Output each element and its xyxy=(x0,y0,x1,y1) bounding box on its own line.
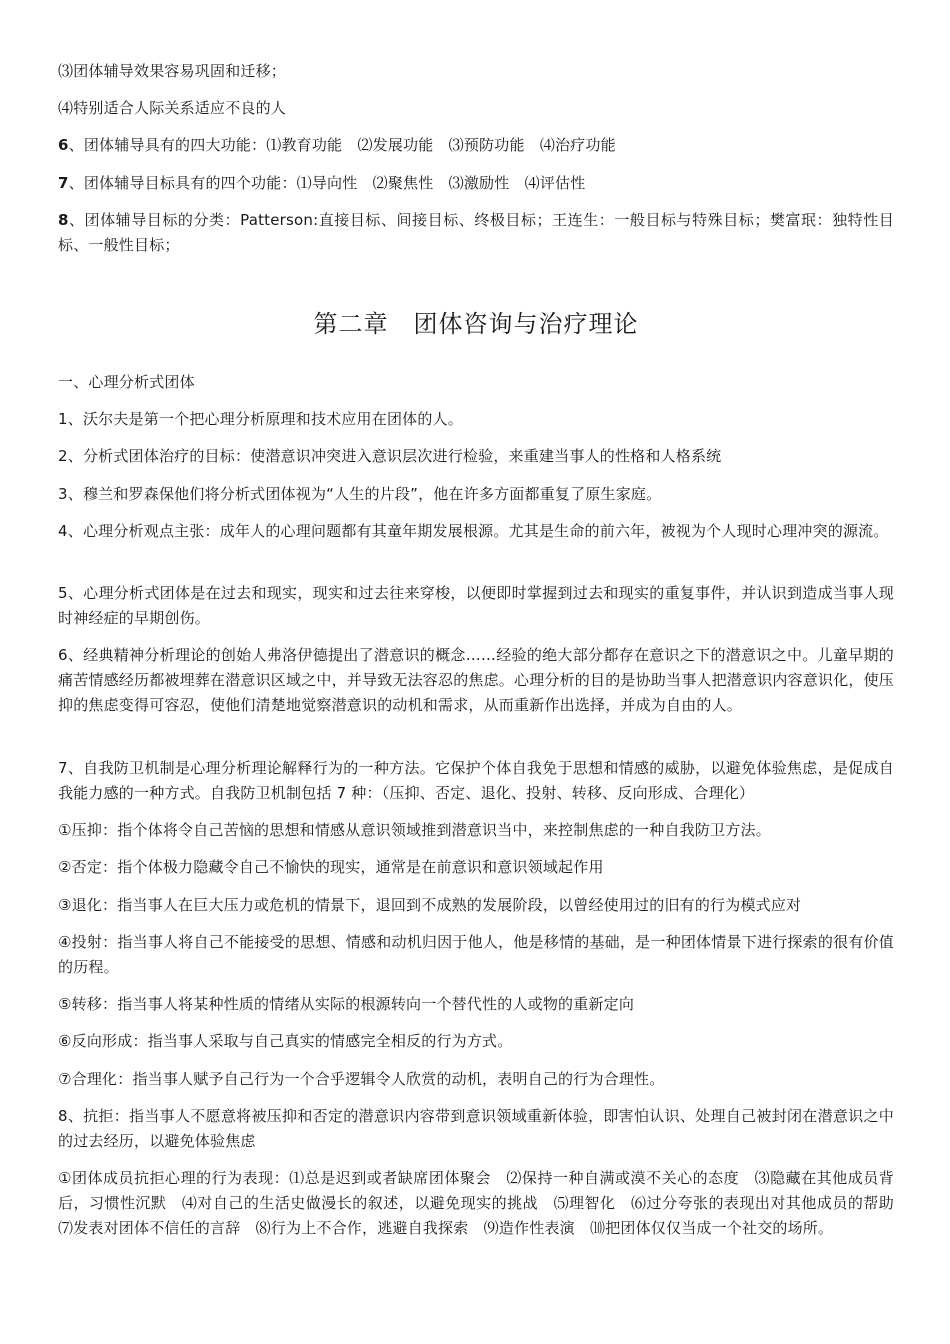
resistance-behaviors: ①团体成员抗拒心理的行为表现：⑴总是迟到或者缺席团体聚会 ⑵保持一种自满或漠不关心的态度 ⑶隐藏在其他成员背后，习惯性沉默 ⑷对自己的生活史做漫长的叙述，以避免现实的挑战 ⑸理智化 ⑹过分夸张的表现出对其他成员的帮助 ⑺发表对团体不信任的言辞 ⑻行为上不合作，逃避自我探索 ⑼造作性表演 ⑽把团体仅仅当成一个社交的场所。 xyxy=(58,1169,910,1237)
chapter-title: 第二章 团体咨询与治疗理论 xyxy=(313,310,639,338)
paragraph-text: 、团体辅导目标具有的四个功能：⑴导向性 ⑵聚焦性 ⑶激励性 ⑷评估性 xyxy=(68,174,586,192)
section-heading: 一、心理分析式团体 xyxy=(58,373,195,391)
paragraph-text: 、团体辅导目标的分类：Patterson:直接目标、间接目标、终极目标；王连生：一般目标与特殊目标；樊富珉：独特性目标、一般性目标； xyxy=(58,211,894,254)
list-item-4: ⑷特别适合人际关系适应不良的人 xyxy=(58,99,287,117)
section-point-5: 5、心理分析式团体是在过去和现实，现实和过去往来穿梭，以便即时掌握到过去和现实的重复事件，并认识到造成当事人现时神经症的早期创伤。 xyxy=(58,584,894,627)
defense-reaction-formation: ⑥反向形成：指当事人采取与自己真实的情感完全相反的行为方式。 xyxy=(58,1032,513,1050)
section-point-6: 6、经典精神分析理论的创始人弗洛伊德提出了潜意识的概念……经验的绝大部分都存在意识之下的潜意识之中。儿童早期的痛苦情感经历都被埋葬在潜意识区域之中，并导致无法容忍的焦虑。心理分析的目的是协助当事人把潜意识内容意识化，使压抑的焦虑变得可容忍，使他们清楚地觉察潜意识的动机和需求，从而重新作出选择，并成为自由的人。 xyxy=(58,646,895,714)
section-point-3: 3、穆兰和罗森保他们将分析式团体视为“人生的片段”，他在许多方面都重复了原生家庭。 xyxy=(58,485,662,503)
paragraph-7 xyxy=(58,171,894,196)
defense-repression: ①压抑：指个体将令自己苦恼的思想和情感从意识领域推到潜意识当中，来控制焦虑的一种自我防卫方法。 xyxy=(58,821,771,839)
section-point-8: 8、抗拒：指当事人不愿意将被压抑和否定的潜意识内容带到意识领域重新体验，即害怕认识、处理自己被封闭在潜意识之中的过去经历，以避免体验焦虑 xyxy=(58,1107,894,1150)
paragraph-number: 6 xyxy=(58,136,69,154)
section-point-7: 7、自我防卫机制是心理分析理论解释行为的一种方法。它保护个体自我免于思想和情感的威胁，以避免体验焦虑，是促成自我能力感的一种方式。自我防卫机制包括 7 种：（压抑、否定、退化、投射、转移、反向形成、合理化） xyxy=(58,759,894,802)
paragraph-number: 8 xyxy=(58,211,69,229)
paragraph-6 xyxy=(58,133,894,158)
defense-projection: ④投射：指当事人将自己不能接受的思想、情感和动机归因于他人，他是移情的基础，是一种团体情景下进行探索的很有价值的历程。 xyxy=(58,933,894,976)
defense-denial: ②否定：指个体极力隐藏令自己不愉快的现实，通常是在前意识和意识领域起作用 xyxy=(58,858,604,876)
defense-displacement: ⑤转移：指当事人将某种性质的情绪从实际的根源转向一个替代性的人或物的重新定向 xyxy=(58,995,635,1013)
section-point-1: 1、沃尔夫是第一个把心理分析原理和技术应用在团体的人。 xyxy=(58,410,463,428)
defense-regression: ③退化：指当事人在巨大压力或危机的情景下，退回到不成熟的发展阶段，以曾经使用过的旧有的行为模式应对 xyxy=(58,896,802,914)
section-point-2: 2、分析式团体治疗的目标：使潜意识冲突进入意识层次进行检验，来重建当事人的性格和人格系统 xyxy=(58,447,722,465)
paragraph-text: 、团体辅导具有的四大功能：⑴教育功能 ⑵发展功能 ⑶预防功能 ⑷治疗功能 xyxy=(68,136,616,154)
paragraph-number: 7 xyxy=(58,174,69,192)
list-item-3: ⑶团体辅导效果容易巩固和迁移； xyxy=(58,62,287,80)
defense-rationalization: ⑦合理化：指当事人赋予自己行为一个合乎逻辑令人欣赏的动机，表明自己的行为合理性。 xyxy=(58,1070,665,1088)
paragraph-8 xyxy=(58,208,894,258)
section-point-4: 4、心理分析观点主张：成年人的心理问题都有其童年期发展根源。尤其是生命的前六年，被视为个人现时心理冲突的源流。 xyxy=(58,522,889,540)
